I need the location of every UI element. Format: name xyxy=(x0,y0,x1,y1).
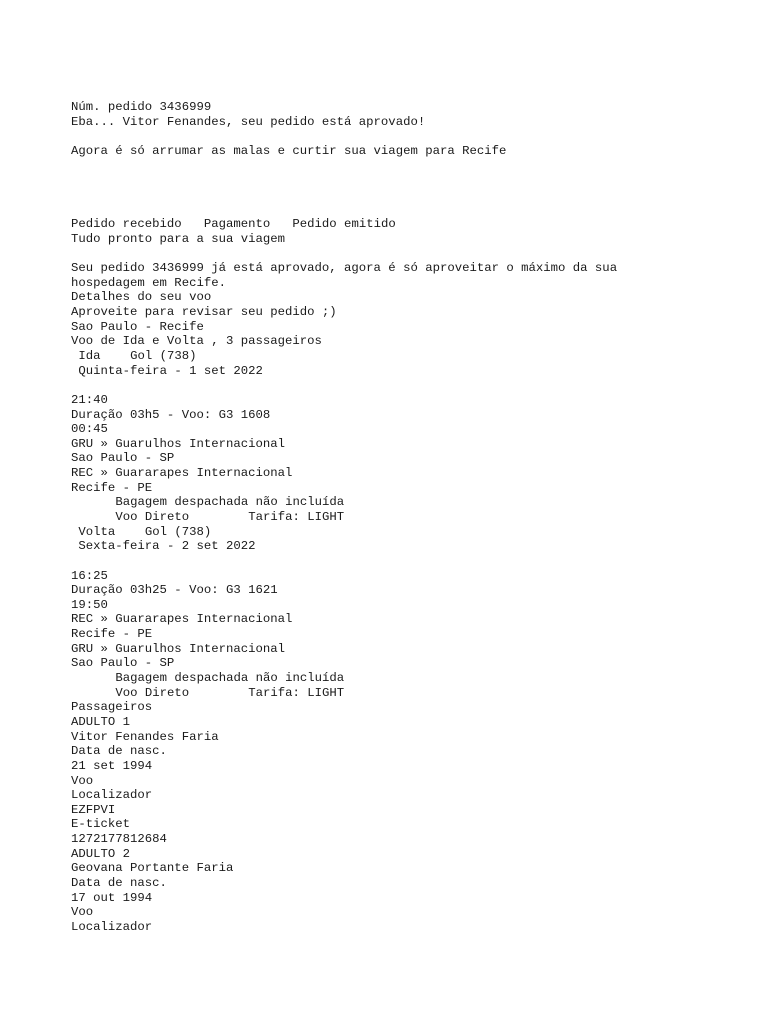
return-baggage: Bagagem despachada não incluída xyxy=(115,671,345,686)
outbound-baggage: Bagagem despachada não incluída xyxy=(115,495,345,510)
spacer xyxy=(71,378,691,393)
return-duration: Duração 03h25 - Voo: G3 1621 xyxy=(71,583,278,598)
outbound-fare: Tarifa: LIGHT xyxy=(248,510,345,524)
return-dest-airport: GRU » Guarulhos Internacional xyxy=(71,641,286,656)
order-number: Núm. pedido 3436999 xyxy=(71,100,212,114)
outbound-origin-city: Sao Paulo - SP xyxy=(71,451,175,466)
trip-type: Voo de Ida e Volta , 3 passageiros xyxy=(71,334,322,349)
outbound-flight-type: Voo Direto xyxy=(115,510,190,524)
outbound-leg-label: Ida xyxy=(78,348,101,363)
return-origin-airport: REC » Guararapes Internacional xyxy=(71,612,293,627)
outbound-departure-time: 21:40 xyxy=(71,392,108,407)
passenger-2-locator-label: Localizador xyxy=(71,919,153,934)
return-leg-label: Volta xyxy=(78,524,116,539)
return-departure-time: 16:25 xyxy=(71,568,108,583)
return-date: Sexta-feira - 2 set 2022 xyxy=(78,539,256,554)
step-payment: Pagamento xyxy=(203,217,271,232)
return-flight-info xyxy=(71,686,691,701)
passenger-2-dob-label: Data de nasc. xyxy=(71,876,167,891)
return-fare: Tarifa: LIGHT xyxy=(248,685,345,700)
outbound-dest-airport: REC » Guararapes Internacional xyxy=(71,466,293,481)
outbound-arrival-time: 00:45 xyxy=(71,422,108,437)
progress-steps xyxy=(71,217,691,232)
spacer xyxy=(71,246,691,261)
passenger-1-locator: EZFPVI xyxy=(71,802,116,817)
passenger-2-dob: 17 out 1994 xyxy=(71,890,153,905)
return-leg-header xyxy=(71,525,691,540)
passenger-1-label: ADULTO 1 xyxy=(71,714,131,729)
outbound-date: Quinta-feira - 1 set 2022 xyxy=(78,363,263,378)
order-confirmation-document xyxy=(71,100,691,935)
review-hint: Aproveite para revisar seu pedido ;) xyxy=(71,305,337,320)
passenger-1-eticket: 1272177812684 xyxy=(71,832,167,847)
flight-details-title: Detalhes do seu voo xyxy=(71,290,212,305)
trip-subtitle: Agora é só arrumar as malas e curtir sua viagem para Recife xyxy=(71,143,507,158)
passenger-2-flight-label: Voo xyxy=(71,905,94,920)
passenger-2-label: ADULTO 2 xyxy=(71,846,131,861)
step-order-received: Pedido recebido xyxy=(71,217,182,232)
outbound-leg-header xyxy=(71,349,691,364)
outbound-airline: Gol (738) xyxy=(130,348,197,363)
return-dest-city: Sao Paulo - SP xyxy=(71,656,175,671)
spacer xyxy=(71,554,691,569)
return-airline: Gol (738) xyxy=(144,524,212,539)
outbound-duration: Duração 03h5 - Voo: G3 1608 xyxy=(71,407,271,422)
return-arrival-time: 19:50 xyxy=(71,597,108,612)
passenger-1-dob-label: Data de nasc. xyxy=(71,744,167,759)
passenger-1-eticket-label: E-ticket xyxy=(71,817,131,832)
passenger-1-dob: 21 set 1994 xyxy=(71,758,153,773)
outbound-flight-info xyxy=(71,510,691,525)
outbound-origin-airport: GRU » Guarulhos Internacional xyxy=(71,436,286,451)
approval-message: Seu pedido 3436999 já está aprovado, agora é só aproveitar o máximo da sua hospedagem em Recife. xyxy=(71,261,618,290)
return-flight-type: Voo Direto xyxy=(115,685,190,700)
passenger-1-name: Vitor Fenandes Faria xyxy=(71,729,219,744)
return-origin-city: Recife - PE xyxy=(71,627,153,642)
status-title: Tudo pronto para a sua viagem xyxy=(71,231,286,246)
route: Sao Paulo - Recife xyxy=(71,319,204,334)
passenger-1-flight-label: Voo xyxy=(71,773,94,788)
passenger-1-locator-label: Localizador xyxy=(71,788,153,803)
approval-greeting: Eba... Vitor Fenandes, seu pedido está aprovado! xyxy=(71,114,426,129)
passenger-2-name: Geovana Portante Faria xyxy=(71,861,234,876)
spacer xyxy=(71,159,691,218)
spacer xyxy=(71,129,691,144)
outbound-dest-city: Recife - PE xyxy=(71,480,153,495)
step-order-issued: Pedido emitido xyxy=(292,217,396,232)
passengers-title: Passageiros xyxy=(71,700,153,715)
